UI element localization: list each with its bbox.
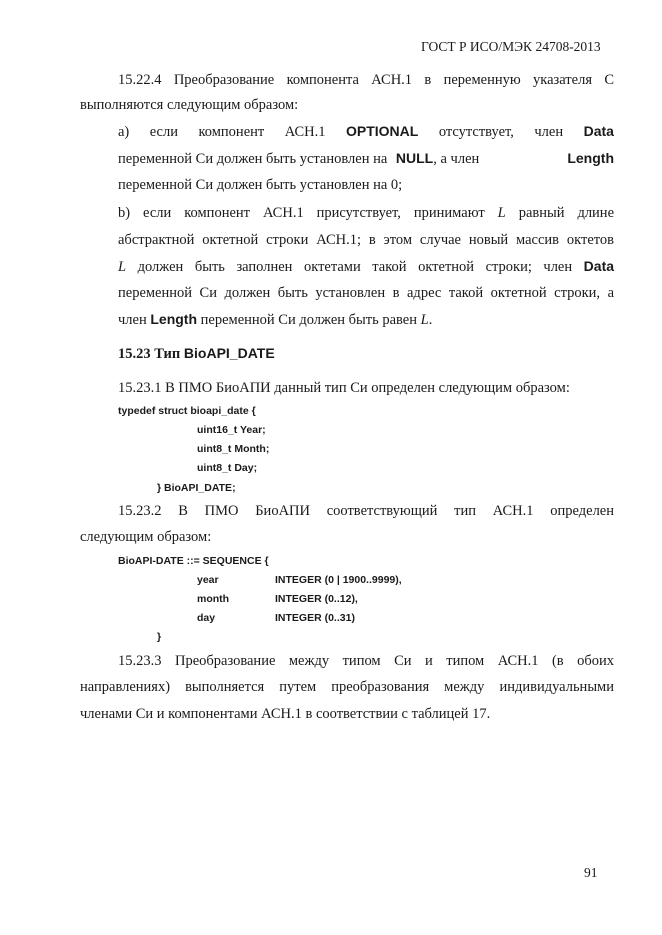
- length-member-name: Length: [567, 150, 614, 166]
- item-b-line-2: абстрактной октетной строки АСН.1; в этом случае новый массив октетов: [118, 232, 614, 248]
- item-a-line-1: а) если компонент АСН.1 OPTIONAL отсутствует, член Data: [118, 123, 614, 140]
- length-member-name: Length: [150, 311, 198, 327]
- paragraph-15-23-3-line-2: направлениях) выполняется путем преобразования между индивидуальными: [80, 679, 614, 695]
- code-line: uint16_t Year;: [197, 424, 266, 436]
- item-a-line-2: переменной Си должен быть установлен на NULL, а член Length: [118, 150, 614, 167]
- document-header: ГОСТ Р ИСО/МЭК 24708-2013: [421, 39, 601, 54]
- asn-field-type: INTEGER (0 | 1900..9999),: [275, 574, 402, 586]
- asn-field-type: INTEGER (0..31): [275, 612, 355, 624]
- paragraph-15-22-4-line-1: 15.22.4 Преобразование компонента АСН.1 в переменную указателя С: [118, 72, 614, 88]
- asn-field-type: INTEGER (0..12),: [275, 593, 358, 605]
- item-b-line-5: член Length переменной Си должен быть равен L.: [118, 311, 433, 328]
- item-a-marker: а): [118, 124, 130, 140]
- item-a-line-3: переменной Си должен быть установлен на 0;: [118, 177, 403, 193]
- code-line: } BioAPI_DATE;: [157, 482, 236, 494]
- item-b-line-4: переменной Си должен быть установлен в адрес такой октетной строки, а: [118, 285, 614, 301]
- null-keyword: NULL: [395, 150, 434, 166]
- data-member-name: Data: [583, 258, 615, 274]
- data-member-name: Data: [583, 123, 614, 139]
- section-type-name: BioAPI_DATE: [183, 345, 275, 361]
- asn-field-name: year: [197, 574, 219, 586]
- section-heading: 15.23 Тип BioAPI_DATE: [118, 345, 275, 362]
- optional-keyword: OPTIONAL: [345, 123, 419, 139]
- paragraph-15-23-2-line-1: 15.23.2 В ПМО БиоАПИ соответствующий тип АСН.1 определен: [118, 503, 614, 519]
- code-line: }: [157, 631, 162, 643]
- item-b-line-3: L должен быть заполнен октетами такой октетной строки; член Data: [118, 258, 615, 275]
- paragraph-15-23-2-line-2: следующим образом:: [80, 529, 212, 545]
- asn-field-name: month: [197, 593, 230, 605]
- page-number: 91: [584, 865, 598, 880]
- code-line: uint8_t Day;: [197, 462, 258, 474]
- paragraph-15-22-4-line-2: выполняются следующим образом:: [80, 97, 299, 113]
- code-line: BioAPI-DATE ::= SEQUENCE {: [118, 555, 269, 567]
- code-line: uint8_t Month;: [197, 443, 270, 455]
- paragraph-15-23-3-line-3: членами Си и компонентами АСН.1 в соответствии с таблицей 17.: [80, 706, 491, 722]
- paragraph-15-23-1: 15.23.1 В ПМО БиоАПИ данный тип Си определен следующим образом:: [118, 380, 570, 396]
- paragraph-15-23-3-line-1: 15.23.3 Преобразование между типом Си и типом АСН.1 (в обоих: [118, 653, 614, 669]
- code-line: typedef struct bioapi_date {: [118, 405, 256, 417]
- item-b-line-1: b) если компонент АСН.1 присутствует, принимают L равный длине: [118, 205, 615, 221]
- asn-field-name: day: [197, 612, 216, 624]
